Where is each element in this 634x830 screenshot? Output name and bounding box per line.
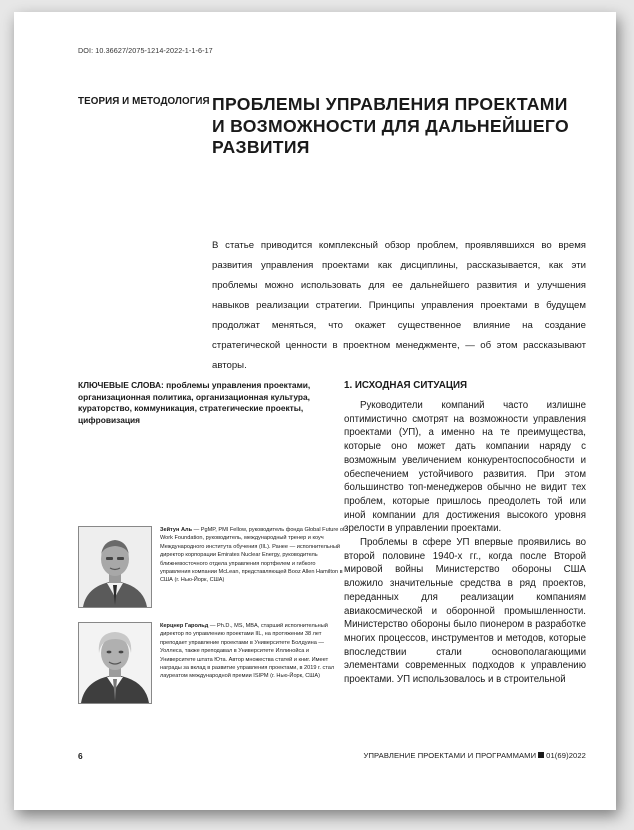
journal-footer — [364, 751, 586, 760]
section-tag: ТЕОРИЯ И МЕТОДОЛОГИЯ — [78, 96, 210, 107]
keywords-text: проблемы управления проектами, организационная политика, организационная культура, кураторство, коммуникация, стратегические проекты, цифровизация — [78, 380, 311, 425]
article-body — [344, 380, 586, 687]
doi-line: DOI: 10.36627/2075-1214-2022-1-1-6-17 — [78, 46, 213, 55]
keywords-label: КЛЮЧЕВЫЕ СЛОВА: — [78, 380, 164, 390]
article-abstract: В статье приводится комплексный обзор проблем, проявлявшихся во время развития управления проектами как дисциплины, рассказывается, как эти проблемы можно использовать для ее дальнейшего развития и улучшения навыков реализации стратегии. Принципы управления проектами в будущем продолжат меняться, что окажет существенное влияние на создание стратегической ценности в проектном менеджменте, — об этом рассказывают авторы. — [212, 240, 586, 371]
author-photo — [78, 622, 152, 704]
square-separator-icon — [538, 752, 544, 758]
journal-name: УПРАВЛЕНИЕ ПРОЕКТАМИ И ПРОГРАММАМИ — [363, 751, 537, 760]
author-card — [78, 526, 348, 608]
author-card — [78, 622, 348, 704]
paragraph: Проблемы в сфере УП впервые проявились во второй половине 1940-х гг., когда после Второй мировой войны Министерство обороны США вложило значительные средства в ряд проектов, переданных для реализации компаниям авиакосмической и оборонной промышленности. Министерство обороны было пионером в разработке многих процессов, инструментов и методов, которые впоследствии стали основополагающими элементами современных подходов к управлению проектами. УП использовалось и в строительной — [344, 537, 586, 686]
journal-page — [14, 12, 616, 810]
paragraph: Руководители компаний часто излишне оптимистично смотрят на возможности управления проектами (УП), а именно на те преимущества, которые оно может дать компании наряду с возможным увеличением конкурентоспособности и обеспечением устойчивого развития. При этом большинство топ-менеджеров обычно не видит тех проблем, которые пришлось преодолеть той или иной компании для достижения высокого уровня зрелости в управлении проектами. — [344, 400, 586, 535]
author-bio — [160, 622, 346, 681]
author-photo — [78, 526, 152, 608]
article-title: ПРОБЛЕМЫ УПРАВЛЕНИЯ ПРОЕКТАМИ И ВОЗМОЖНОСТИ ДЛЯ ДАЛЬНЕЙШЕГО РАЗВИТИЯ — [212, 94, 569, 157]
author-name: Зейтун Аль — [160, 527, 193, 533]
section-heading: 1. ИСХОДНАЯ СИТУАЦИЯ — [344, 380, 468, 391]
author-bio — [160, 526, 346, 585]
journal-issue: 01(69)2022 — [546, 751, 586, 760]
author-description: — PgMP, PMI Fellow, руководитель фонда Global Future of Work Foundation, руководитель, международный тренер и коуч Международного института обучения (IIL). Ранее — исполнительный директор корпорации Emirates Nuclear Energy, руководитель ближневосточного отдела управления портфелем и гибкого управления компании McLean, представляющей Booz Allen Hamilton в США (г. Нью-Йорк, США) — [160, 527, 345, 584]
page-number: 6 — [78, 751, 83, 761]
author-name: Керцнер Гарольд — [160, 623, 209, 629]
author-description: — Ph.D., MS, MBA, старший исполнительный директор по управлению проектами IIL, на протяжении 38 лет преподает управление проектами в Университете Болдуина — Уоллеса, также преподавал в Университете Иллинойса и Университете штата Юта. Автор множества статей и книг. Имеет награды за вклад в развитие управления проектами, в 2019 г. стал лауреатом международной премии ISIPM (г. Нью-Йорк, США) — [160, 623, 335, 680]
keywords-block — [78, 380, 332, 426]
